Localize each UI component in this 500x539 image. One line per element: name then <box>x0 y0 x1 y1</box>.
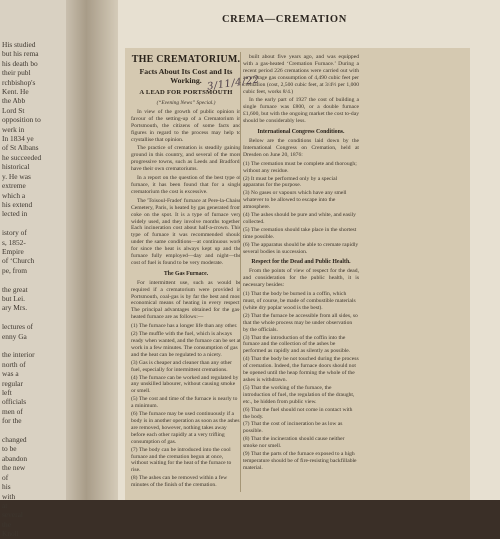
facing-page <box>0 0 70 539</box>
list-item: (3) No gases or vapours which have any smell whatever to be allowed to escape into the atmosphere. <box>243 190 347 211</box>
paragraph: built about five years ago, and was equipped with a gas-heated ‘Cremation Furnace.’ During a recent period 226 cremations were carried out with an average gas consumption of 4,490 cubic feet per cremation (cost, 2,500 cubic feet, at 3/4½ per 1,000 cubic feet, works 8/4.) <box>243 54 359 95</box>
list-item: (1) The furnace has a longer life than any other. <box>131 323 238 330</box>
list-item: (7) The body can be introduced into the cool furnace and the cremation begun at once, without waiting for the heat of the furnace to rise. <box>131 446 232 474</box>
article-title: THE CREMATORIUM. <box>131 54 241 65</box>
list-item: (6) The furnace may be used continuously if a body is in another operation as soon as the ashes are removed, however, nothing takes away before each other rapidly at a very trifling consumption of gas. <box>131 411 240 445</box>
gas-advantages-list <box>131 323 241 489</box>
list-item: (2) The muffle with the fuel, which is always ready when wanted, and the furnace can be set at work in a few minutes. The consumption of gas and the heat can be regulated to a nicety. <box>131 331 241 358</box>
newspaper-clipping <box>125 48 470 500</box>
paragraph: In the early part of 1927 the cost of building a single furnace was £800, or a double furnace £1,600, but with the ongoing market the cost to-day should be considerably less. <box>243 97 359 125</box>
list-item: (1) That the body be burned in a coffin, which must, of course, be made of combustible materials (white dry poplar wood is the best). <box>243 291 356 311</box>
congress-conditions-list <box>243 161 359 256</box>
list-item: (9) That the parts of the furnace exposed to a high temperature should be of fire-resisting backfillable material. <box>243 451 357 471</box>
respect-requirements-list <box>243 291 359 472</box>
paragraph: In view of the growth of public opinion in favour of the setting-up of a Crematorium in Portsmouth, the citizens of some facts and figures in regard to the process may help to crystallise that opinion. <box>131 108 241 143</box>
article-credit: (“Evening News” Special.) <box>156 100 216 106</box>
list-item: (5) The cremation should take place in the shortest time possible. <box>243 226 357 240</box>
clipping-column-left <box>131 54 241 500</box>
list-item: (4) That the body be not touched during the process of cremation. Indeed, the furnace doors should not be opened until the heap forming the whole of the ashes is withdrawn. <box>243 356 359 383</box>
paragraph: The practice of cremation is steadily gaining ground in this country, and several of the more progressive towns, such as Leeds and Bradford, have their own crematoriums. <box>131 145 241 173</box>
handwritten-date: 3/11/4/22 <box>206 74 261 93</box>
list-item: (3) Gas is cheaper and cleaner than any other fuel, especially for intermittent cremations. <box>131 359 232 373</box>
paragraph: The 'Toisoul-Fradet' furnace at Pere-la-Chaise Cemetery, Paris, is heated by gas generated from coke on the spot. It is a type of furnace very widely used, and they involve months together. Each incineration cost about half-a-crown. This type of furnace it was recommended should under the same conditions—at continuous work for since the heat is always kept up and the furnace fully employed—day and night—the cost of fuel is found to be very moderate. <box>131 197 241 266</box>
paragraph: From the points of view of respect for the dead, and consideration for the public health, it is necessary besides: <box>243 268 359 289</box>
list-item: (6) That the fuel should not come in contact with the body. <box>243 406 353 420</box>
paragraph: Below are the conditions laid down by the International Congress on Cremation, held at Dresden on June 20, 1876: <box>243 137 359 158</box>
book-gutter <box>66 0 124 500</box>
section-heading-gas-furnace: The Gas Furnace. <box>163 270 209 277</box>
section-heading-respect-for-dead: Respect for the Dead and Public Health. <box>251 259 351 266</box>
list-item: (1) The cremation must be complete and thorough; without any residue. <box>243 160 357 174</box>
page-margin <box>470 48 500 500</box>
column-divider <box>240 52 241 492</box>
facing-page-text: His studied but his rema his death bo their publ rchbishop's Kent. He the Abb Lord St opposition to werk in In 1834 ye of St Albans he succeeded historical y. He was extreme which a his extend lected in istory of s, 1852- Empire of ‘Church pe, from the great but Lei. ary Mrs. lectures of enny Ga the interior north of was a regular left officials men of for the changed to be abandon the new of his with at several the Knoll <box>2 40 42 539</box>
list-item: (5) The cost and time of the furnace is nearly to a minimum. <box>131 396 238 410</box>
list-item: (5) That the working of the furnace, the introduction of fuel, the regulation of the draught, etc., be hidden from public view. <box>243 384 355 405</box>
clipping-column-right <box>243 54 359 500</box>
list-item: (3) That the introduction of the coffin into the furnace and the collection of the ashes be performed as rapidly and as silently as possible. <box>243 334 351 355</box>
section-heading-international-congress: International Congress Conditions. <box>257 129 345 136</box>
list-item: (2) That the furnace be accessible from all sides, so that the whole process may be under observation by the officials. <box>243 312 358 333</box>
paragraph: In a report on the question of the best type of furnace, it has been found that for a single crematorium the cost is excessive. <box>131 175 241 195</box>
list-item: (8) That the incineration should cause neither smoke nor smell. <box>243 436 345 450</box>
list-item: (4) The furnace can be worked and regulated by any unskilled labourer, without causing smoke or smell. <box>131 374 239 395</box>
list-item: (6) The apparatus should be able to cremate rapidly several bodies in succession. <box>243 241 359 255</box>
list-item: (7) That the cost of incineration be as low as possible. <box>243 421 343 435</box>
list-item: (4) The ashes should be pure and white, and easily collected. <box>243 212 356 225</box>
list-item: (2) It must be performed only by a special apparatus for the purpose. <box>243 175 338 189</box>
paragraph: For intermittent use, such as would be required if a crematorium were provided in Portsmouth, coal-gas is by far the best and most economical means of heating in every respect. The principal advantages obtained for the gas-heated furnace are as follows:— <box>131 279 241 321</box>
article-tagline: A LEAD FOR PORTSMOUTH <box>139 89 233 96</box>
running-head: CREMA—CREMATION <box>222 14 347 25</box>
list-item: (8) The ashes can be removed within a few minutes of the finish of the cremation. <box>131 475 228 489</box>
article-subtitle: Facts About Its Cost and Its Working. <box>139 67 233 85</box>
